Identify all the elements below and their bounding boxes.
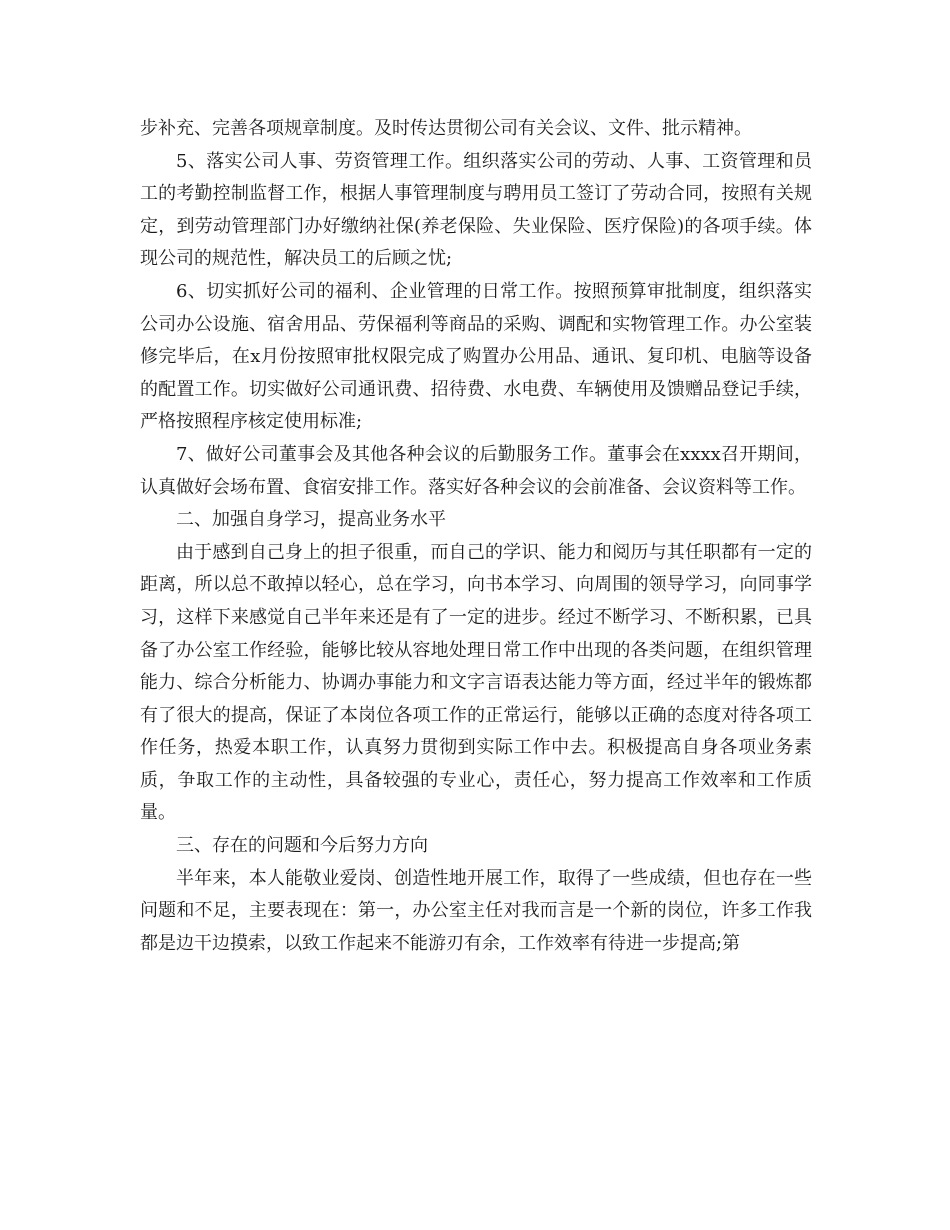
paragraph-item-5: 5、落实公司人事、劳资管理工作。组织落实公司的劳动、人事、工资管理和员工的考勤控制监督工作，根据人事管理制度与聘用员工签订了劳动合同，按照有关规定，到劳动管理部门办好缴纳社保(养老保险、失业保险、医疗保险)的各项手续。体现公司的规范性，解决员工的后顾之忧; (140, 150, 812, 270)
paragraph-section-2: 由于感到自己身上的担子很重，而自己的学识、能力和阅历与其任职都有一定的距离，所以总不敢掉以轻心，总在学习，向书本学习、向周围的领导学习，向同事学习，这样下来感觉自己半年来还是有了一定的进步。经过不断学习、不断积累，已具备了办公室工作经验，能够比较从容地处理日常工作中出现的各类问题，在组织管理能力、综合分析能力、协调办事能力和文字言语表达能力等方面，经过半年的锻炼都有了很大的提高，保证了本岗位各项工作的正常运行，能够以正确的态度对待各项工作任务，热爱本职工作，认真努力贯彻到实际工作中去。积极提高自身各项业务素质，争取工作的主动性，具备较强的专业心，责任心，努力提高工作效率和工作质量。 (140, 541, 812, 824)
section-heading-2: 二、加强自身学习，提高业务水平 (176, 509, 446, 531)
paragraph-item-7: 7、做好公司董事会及其他各种会议的后勤服务工作。董事会在xxxx召开期间，认真做好会场布置、食宿安排工作。落实好各种会议的会前准备、会议资料等工作。 (140, 443, 812, 498)
section-heading-3: 三、存在的问题和今后努力方向 (176, 835, 428, 857)
paragraph-continuation: 步补充、完善各项规章制度。及时传达贯彻公司有关会议、文件、批示精神。 (140, 118, 752, 139)
paragraph-section-3: 半年来，本人能敬业爱岗、创造性地开展工作，取得了一些成绩，但也存在一些问题和不足，主要表现在：第一，办公室主任对我而言是一个新的岗位，许多工作我都是边干边摸索，以致工作起来不能游刃有余，工作效率有待进一步提高;第 (140, 867, 812, 954)
paragraph-item-6: 6、切实抓好公司的福利、企业管理的日常工作。按照预算审批制度，组织落实公司办公设施、宿舍用品、劳保福利等商品的采购、调配和实物管理工作。办公室装修完毕后，在x月份按照审批权限完成了购置办公用品、通讯、复印机、电脑等设备的配置工作。切实做好公司通讯费、招待费、水电费、车辆使用及馈赠品登记手续，严格按照程序核定使用标准; (140, 280, 812, 433)
document-body (140, 113, 812, 960)
